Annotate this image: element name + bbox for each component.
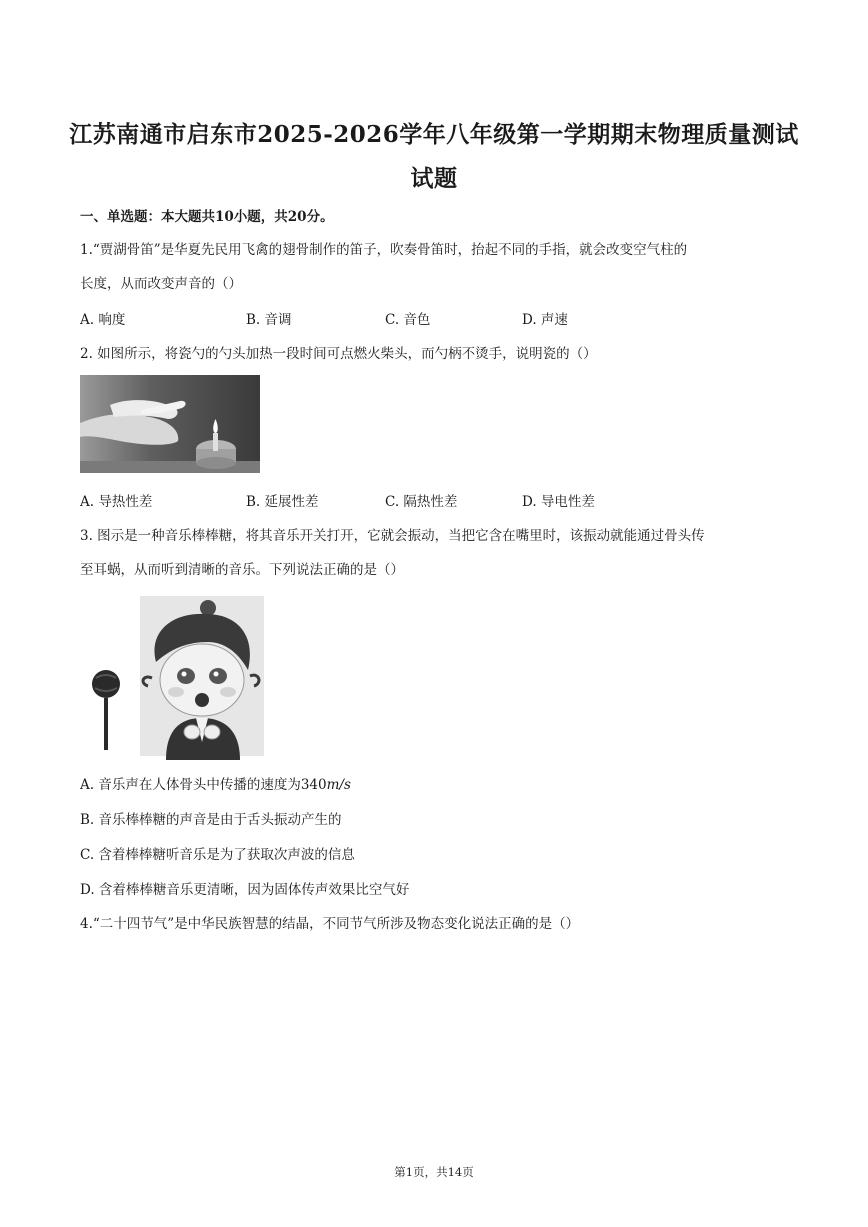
q2-option-c: C. 隔热性差 — [385, 494, 458, 510]
page-footer: 第1页，共14页 — [394, 1165, 474, 1179]
q3-option-a-text: A. 音乐声在人体骨头中传播的速度为340 — [80, 777, 327, 793]
q2-option-d: D. 导电性差 — [522, 494, 595, 510]
q3-option-b: B. 音乐棒棒糖的声音是由于舌头振动产生的 — [80, 812, 342, 828]
question-1-line2: 长度，从而改变声音的（） — [80, 276, 242, 292]
q3-option-d: D. 含着棒棒糖音乐更清晰，因为固体传声效果比空气好 — [80, 882, 410, 898]
section-heading: 一、单选题：本大题共10小题，共20分。 — [80, 209, 334, 225]
question-3-illustration — [88, 592, 268, 760]
exam-title-line1: 江苏南通市启东市2025-2026学年八年级第一学期期末物理质量测试 — [69, 121, 799, 148]
q1-option-d: D. 声速 — [522, 312, 568, 328]
q1-option-b: B. 音调 — [246, 312, 292, 328]
question-2-photo — [80, 375, 260, 473]
q3-option-a-unit: m/s — [326, 777, 351, 793]
question-1-line1: 1.“贾湖骨笛”是华夏先民用飞禽的翅骨制作的笛子，吹奏骨笛时，抬起不同的手指，就会改变空气柱的 — [80, 242, 688, 258]
q2-option-a: A. 导热性差 — [80, 494, 153, 510]
q3-option-a — [80, 773, 351, 793]
q2-option-b: B. 延展性差 — [246, 494, 319, 510]
q3-option-c: C. 含着棒棒糖听音乐是为了获取次声波的信息 — [80, 847, 355, 863]
question-3-line1: 3. 图示是一种音乐棒棒糖，将其音乐开关打开，它就会振动，当把它含在嘴里时，该振动就能通过骨头传 — [80, 528, 705, 544]
question-4-line1: 4.“二十四节气”是中华民族智慧的结晶，不同节气所涉及物态变化说法正确的是（） — [80, 916, 580, 932]
question-3-line2: 至耳蜗，从而听到清晰的音乐。下列说法正确的是（） — [80, 562, 404, 578]
q1-option-a: A. 响度 — [80, 312, 126, 328]
q1-option-c: C. 音色 — [385, 312, 431, 328]
exam-title-line2: 试题 — [410, 165, 458, 192]
question-2-line1: 2. 如图所示，将瓷勺的勺头加热一段时间可点燃火柴头，而勺柄不烫手，说明瓷的（） — [80, 346, 597, 362]
